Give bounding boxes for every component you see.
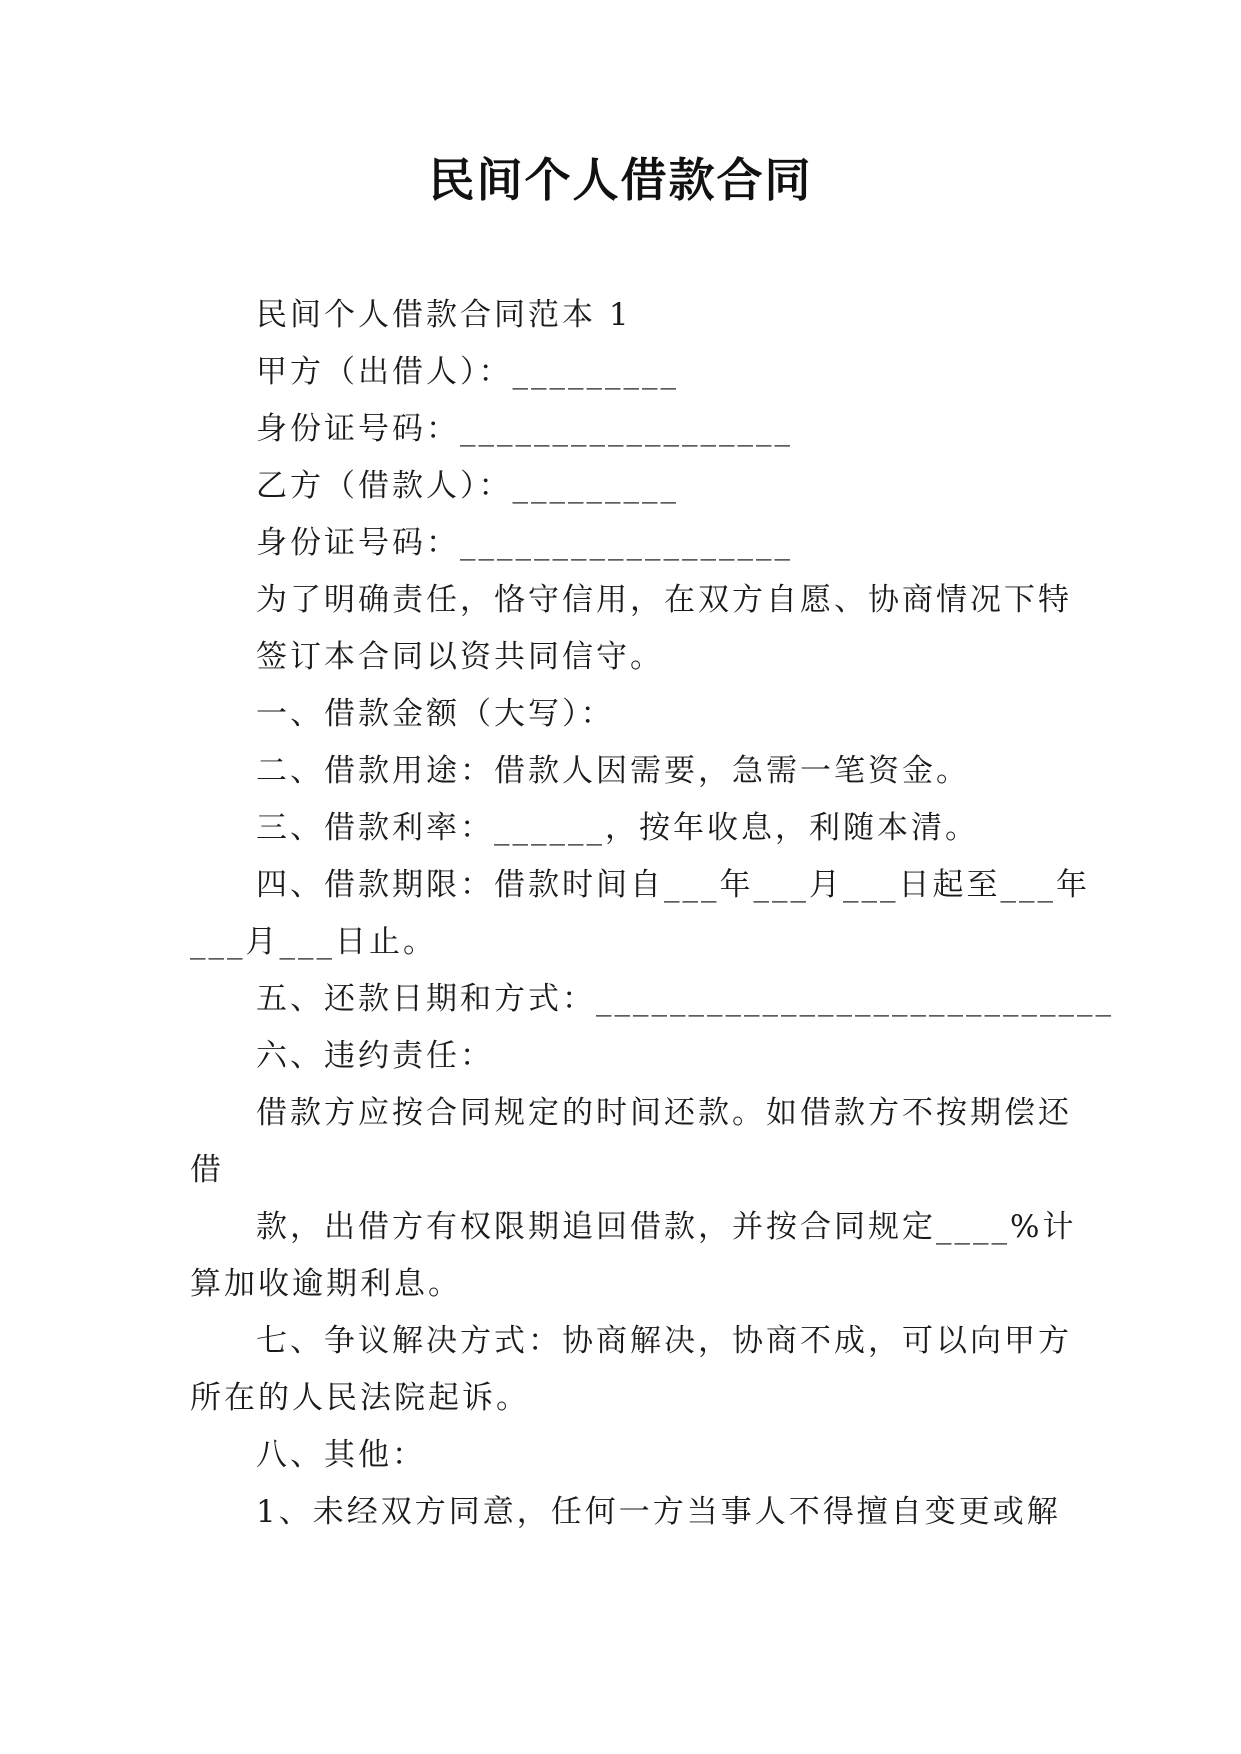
clause-6-text-line-2: 借 [190, 1152, 224, 1188]
clause-8-heading: 八、其他： [256, 1437, 426, 1473]
preamble-line-1: 为了明确责任，恪守信用，在双方自愿、协商情况下特 [256, 582, 1072, 618]
party-a-line: 甲方（出借人）：_________ [256, 354, 679, 390]
clause-8-item-1: 1、未经双方同意，任何一方当事人不得擅自变更或解 [256, 1494, 1061, 1530]
clause-6-text-line-1: 借款方应按合同规定的时间还款。如借款方不按期偿还 [256, 1095, 1072, 1131]
document-title: 民间个人借款合同 [428, 153, 813, 207]
clause-4-term-line-2: ___月___日止。 [190, 924, 437, 960]
clause-1-amount: 一、借款金额（大写）： [256, 696, 615, 732]
clause-6-text-line-3: 款，出借方有权限期追回借款，并按合同规定____%计 [256, 1209, 1077, 1245]
party-b-id-line: 身份证号码：__________________ [256, 525, 793, 561]
clause-2-purpose: 二、借款用途：借款人因需要，急需一笔资金。 [256, 753, 970, 789]
party-a-id-line: 身份证号码：__________________ [256, 411, 793, 447]
clause-6-text-line-4: 算加收逾期利息。 [190, 1266, 462, 1302]
clause-6-heading: 六、违约责任： [256, 1038, 494, 1074]
clause-4-term-line-1: 四、借款期限：借款时间自___年___月___日起至___年 [256, 867, 1090, 903]
clause-7-dispute-line-1: 七、争议解决方式：协商解决，协商不成，可以向甲方 [256, 1323, 1072, 1359]
clause-7-dispute-line-2: 所在的人民法院起诉。 [190, 1380, 530, 1416]
clause-5-repayment: 五、还款日期和方式：____________________________ [256, 981, 1114, 1017]
clause-3-interest: 三、借款利率：______，按年收息，利随本清。 [256, 810, 979, 846]
party-b-line: 乙方（借款人）：_________ [256, 468, 679, 504]
sample-heading: 民间个人借款合同范本 1 [256, 297, 632, 333]
preamble-line-2: 签订本合同以资共同信守。 [256, 639, 664, 675]
